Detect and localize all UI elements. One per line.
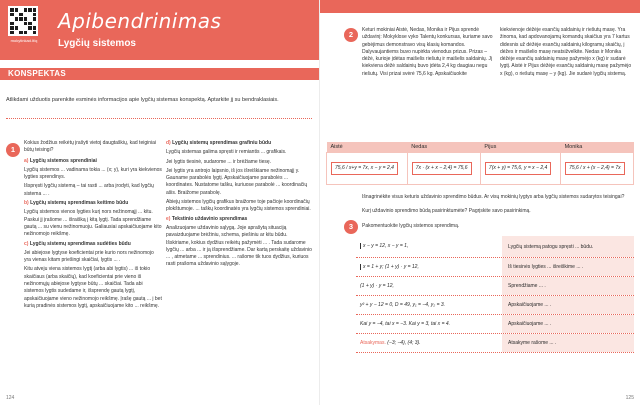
page-number-left: 124 xyxy=(6,395,15,401)
table-cell: 75,6 / x + (x − 2,4) = 7x xyxy=(561,153,634,185)
section-bar xyxy=(0,68,320,80)
table-header: Monika xyxy=(561,142,634,153)
system-comment: Iš tiesinės lygties ... išreiškime ... . xyxy=(502,258,634,276)
page-subtitle: Lygčių sistemos xyxy=(58,38,136,49)
task-3-text: Pakomentuokite lygčių sistemos sprendimą. xyxy=(362,223,460,229)
table-cell: 7x · (x + x − 2,4) = 75,6 xyxy=(407,153,480,185)
item-d-title: d) Lygčių sistemų sprendimas grafiniu būdu xyxy=(166,140,272,146)
system-step: y² + y − 12 = 0, D = 49, y₁ = −4, y₂ = 3. xyxy=(360,301,446,308)
qr-caption: mokytinkad.lt/q xyxy=(10,38,38,43)
system-step: Atsakymas. (−3; −4), (4; 3). xyxy=(360,339,421,346)
item-a-title: a) Lygčių sistemos sprendiniai xyxy=(24,157,97,164)
column-1 xyxy=(24,140,162,312)
right-page xyxy=(320,0,640,405)
item-e-text: Analizuojame uždavinio sąlygą. Joje aprašytą situaciją pavaizduojame brėžiniu, schema, piešiniu ar kitu būdu. Išskiriame, kokius dydžius reikėtų pažymėti ... . Tada sudarome lygčių ... arba ... ir ją išsprendžiame. Dar kartą perskaitę uždavinio ... , atmetame ... sprendinius. ... rašome tik tuos dydžius, kuriuos rasti prašoma uždavinio sąlygoje. xyxy=(166,224,312,268)
system-step: x = 1 + y; (1 + y) · y = 12, xyxy=(356,264,502,271)
table-header: Pijus xyxy=(480,142,560,153)
item-d-text-3: Jei lygtis yra antrojo laipsnio, iš jos išreiškiame nežinomąjį y. Gauname parabolės lygtį. Apskaičiuojame parabolės ... koordinates. Nustatome tašku, kuriuose parabolė ... koordinačių ašis. Braižome parabolę. xyxy=(166,167,308,196)
table-header: Nedas xyxy=(407,142,480,153)
system-step: (1 + y) · y = 12, xyxy=(360,282,394,289)
item-a-text-2: Išspręsti lygčių sistemą – tai rasti ... arba įrodyti, kad lygčių sistema ... . xyxy=(24,183,154,197)
item-d-text-4: Abiejų sistemos lygčių grafikus braižome toje pačioje koordinačių plokštumoje. ... taškų koordinatės yra lygčių sistemos sprendiniai. xyxy=(166,199,311,213)
list-item xyxy=(356,334,634,353)
item-a-text: Lygčių sistemos ... vadinama tokia ... (x; y), kuri yra kiekvienos lygties sprendinys. xyxy=(24,166,162,181)
system-step: x − y = 12, x − y = 1, xyxy=(356,243,502,250)
page-title: Apibendrinimas xyxy=(58,9,222,33)
item-b-title: b) Lygčių sistemų sprendimas keitimo būdu xyxy=(24,200,129,207)
answer-label: Atsakymas. xyxy=(360,339,386,346)
system-step: Kai y = −4, tai x = −3. Kai y = 3, tai x = 4. xyxy=(360,320,451,327)
header-band-right xyxy=(320,0,640,13)
list-item xyxy=(356,315,634,334)
section-label: KONSPEKTAS xyxy=(8,69,66,78)
item-d-text-1: Lygčių sistemas galima spręsti ir remiantis ... grafikais. xyxy=(166,149,287,156)
system-comment: Lygčių sistemą patogu spręsti ... būdu. xyxy=(502,236,634,257)
table-cell: 7(x + y) = 75,6, y = x − 2,4 xyxy=(480,153,560,185)
page-number-right: 125 xyxy=(625,395,634,401)
qr-code-icon[interactable] xyxy=(8,6,38,36)
task-2-question-2: Kurį uždavinio sprendimo būdą pasirinktumėte? Pagrįskite savo pasirinkimą. xyxy=(362,208,531,214)
task-2-number: 2 xyxy=(344,28,358,42)
task-1-number: 1 xyxy=(6,143,20,157)
system-comment: Apskaičiuojame ... . xyxy=(502,296,634,314)
solutions-table xyxy=(326,142,634,185)
item-b-text: Lygčių sistemos vienos lygties kurį nors nežinomąjį ... kitu. Paskui jį įrašome ... išraišką į kitą lygtį. Tada sprendžiame gautą ... su vienu nežinomuoju. Galiausiai apskaičiuojame kito nežinomojo reikšmę. xyxy=(24,209,162,238)
system-solution-list xyxy=(356,236,634,353)
task-2-text-left: Keturi mokiniai Aistė, Nedas, Monika ir Pijus sprendė uždavinį: Mokyklose vyko Talentų konkursas, kuriame savo gebėjimus demonstravo visų klasių komandos. Dalyvaujantiems buvo nupirkta vienodus prizus. Prizas – dėžė, kurioje įdėtas maišelis riešutų ir maišelis saldainių. Jį kiekviena dėžė saldainių buvo įdėta 2,4 kg daugiau negu riešutų. Visi prizai svėrė 75,6 kg. Apskaičiuokite xyxy=(362,27,493,77)
item-d-text-2: Jei lygtis tiesinė, sudarome ... ir brėžiame tiesę. xyxy=(166,158,272,165)
intro-text: Atlikdami užduotis parenkite esminės informacijos apie lygčių sistemas konspektą. Aptarkite jį su bendraklasiais. xyxy=(6,97,279,103)
list-item xyxy=(356,277,634,296)
item-c-text: Jei abiejose lygtyse koeficientai prie kurio nors nežinomojo yra vienas kitam priešingi skaičiai, lygtis ... . xyxy=(24,249,154,264)
system-comment: Atsakyme rašome ... . xyxy=(502,334,634,352)
task-1-question: Kokius žodžius reikėtų įrašyti vietoj daugtaškių, kad teiginiai būtų teisingi? xyxy=(24,140,157,154)
system-comment: Sprendžiame ... . xyxy=(502,277,634,295)
system-comment: Apskaičiuojame ... . xyxy=(502,315,634,333)
item-c-title: c) Lygčių sistemų sprendimas sudėties būdu xyxy=(24,240,131,247)
table-header: Aistė xyxy=(327,142,408,153)
task-2-question: Išnagrinėkite visus keturis uždavinio sprendimo būdus. Ar visų mokinių lygtys arba lygčių sistemos sudarytos teisingai? xyxy=(362,194,625,200)
table-cell: 75,6 / x+y = 7x, x − y = 2,4 xyxy=(327,153,408,185)
task-2-text-right: kiekvienoje dėžėje esančių saldainių ir riešutų masę. Yra žinoma, kad apdovanojamų komandų skaičius yra 7 kartus didesnis už dėžėje esančių saldainių kilogramų skaičių, į dėžes ir maišelio masę neatsižvelkite. Nedas ir Monika dėžėje esančių saldainių masę pažymėjo x (kg) ir sudarė lygtį. Aistė ir Pijus dėžėje esančių saldainių masę pažymėjo x (kg), o riešutų masę – y (kg). Jie sudarė lygčių sistemą. xyxy=(500,27,632,77)
task-3-number: 3 xyxy=(344,220,358,234)
column-2 xyxy=(166,140,312,271)
item-e-title: e) Tekstinio uždavinio sprendimas xyxy=(166,215,248,222)
list-item xyxy=(356,296,634,315)
list-item xyxy=(356,258,634,277)
item-c-text-2: Kitu atveju viena sistemos lygtį (arba abi lygtis) ... iš tokio skaičiaus (arba skaičių), kad koeficientai prie vieno iš nežinomųjų abiejose lygtyse būtų ... skaičiai. Tada abi sistemos lygtis sudedame ir, išsprendę gautą lygtį, apskaičiuojame vieno nežinomojo reikšmę. Įrašę gautą ... į bet kurią pradinės sistemos lygtį, apskaičiuojame kito ... reikšmę. xyxy=(24,266,162,309)
list-item xyxy=(356,236,634,258)
divider xyxy=(6,118,312,119)
